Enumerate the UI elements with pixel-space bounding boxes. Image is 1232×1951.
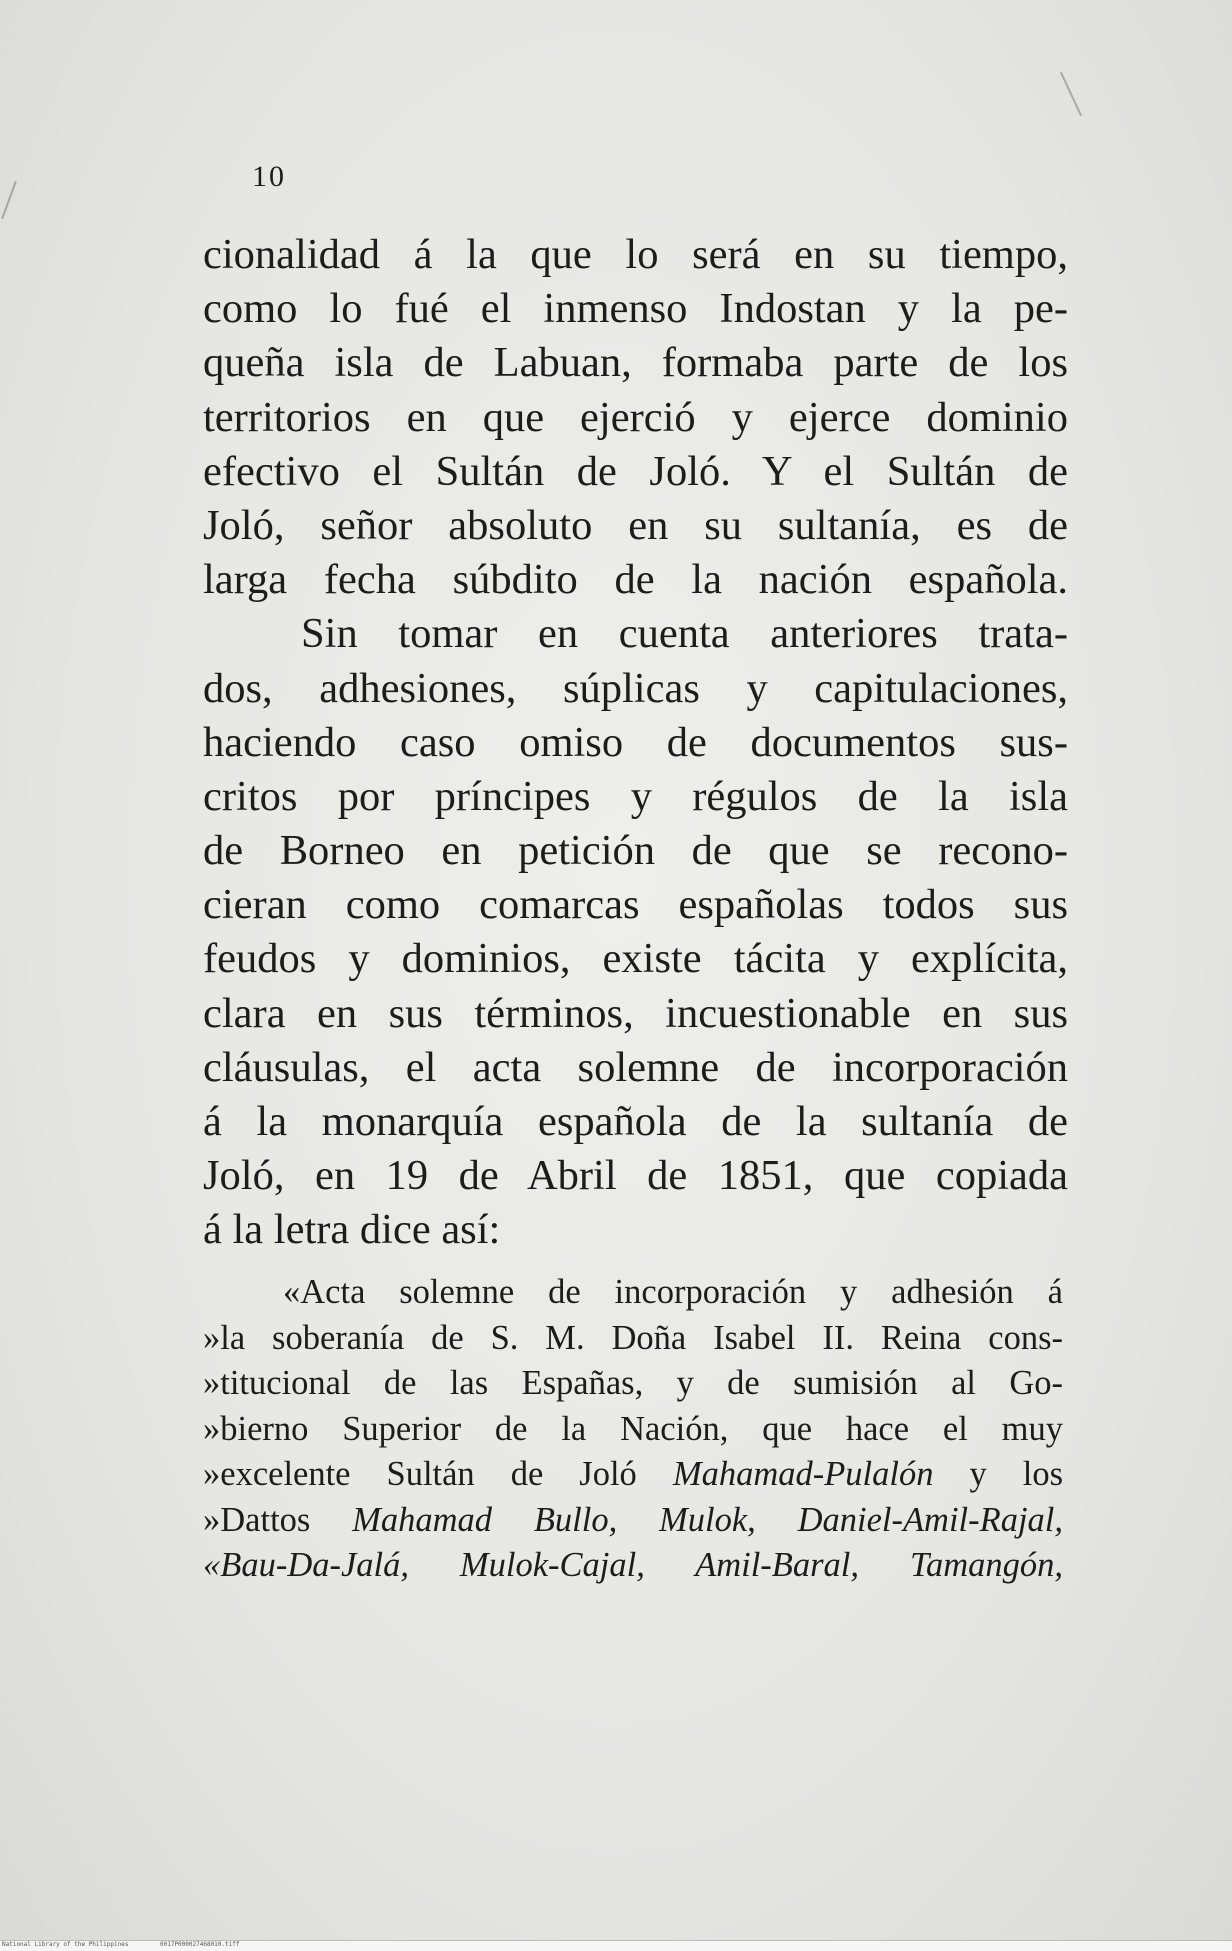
text-line: Sin tomar en cuenta anteriores trata- <box>301 610 1068 658</box>
body-text <box>203 228 1068 1258</box>
italic-names: Mahamad Bullo, Mulok, Daniel-Amil-Rajal, <box>352 1500 1063 1539</box>
text-line: á la monarquía española de la sultanía de <box>203 1098 1068 1145</box>
quote-line <box>203 1498 1063 1544</box>
text-line: Joló, en 19 de Abril de 1851, que copiada <box>203 1152 1068 1200</box>
quote-line: «Bau-Da-Jalá, Mulok-Cajal, Amil-Baral, Tamangón, <box>203 1546 1063 1584</box>
text-line: feudos y dominios, existe tácita y explícita, <box>203 935 1068 983</box>
text-line: Joló, señor absoluto en su sultanía, es de <box>203 501 1068 549</box>
text-line: como lo fué el inmenso Indostan y la pe- <box>203 285 1068 333</box>
quote-line: »titucional de las Españas, y de sumisión al Go- <box>203 1364 1063 1402</box>
text-line: territorios en que ejerció y ejerce dominio <box>203 393 1068 441</box>
text-line: cieran como comarcas españolas todos sus <box>203 881 1068 929</box>
text-line: cláusulas, el acta solemne de incorporación <box>203 1043 1068 1091</box>
page-number: 10 <box>252 160 286 193</box>
quote-line-end: y los <box>969 1455 1064 1493</box>
quote-line-start: »Dattos <box>203 1500 311 1539</box>
footer-filename: 0017P000027468010.tiff <box>160 1941 240 1948</box>
text-line: queña isla de Labuan, formaba parte de los <box>203 339 1068 387</box>
footer-library: National Library of the Philippines <box>2 1941 129 1948</box>
quote-line: »bierno Superior de la Nación, que hace el muy <box>203 1409 1063 1448</box>
quote-line: «Acta solemne de incorporación y adhesión á <box>283 1273 1063 1311</box>
text-line: á la letra dice así: <box>203 1206 501 1254</box>
quoted-act <box>203 1270 1063 1589</box>
quote-line: »la soberanía de S. M. Doña Isabel II. Reina cons- <box>203 1318 1063 1357</box>
quote-line <box>203 1452 1063 1498</box>
text-line: de Borneo en petición de que se recono- <box>203 827 1068 875</box>
text-line: larga fecha súbdito de la nación española. <box>203 556 1068 604</box>
text-line: efectivo el Sultán de Joló. Y el Sultán de <box>203 447 1068 495</box>
text-line: haciendo caso omiso de documentos sus- <box>203 718 1068 766</box>
scan-footer <box>0 1940 1232 1951</box>
italic-name: Mahamad-Pulalón <box>672 1455 934 1493</box>
text-line: dos, adhesiones, súplicas y capitulaciones, <box>203 664 1068 712</box>
text-line: clara en sus términos, incuestionable en sus <box>203 989 1068 1037</box>
text-line: cionalidad á la que lo será en su tiempo, <box>203 231 1068 278</box>
quote-line-start: »excelente Sultán de Joló <box>203 1455 637 1493</box>
text-line: critos por príncipes y régulos de la isla <box>203 772 1068 820</box>
